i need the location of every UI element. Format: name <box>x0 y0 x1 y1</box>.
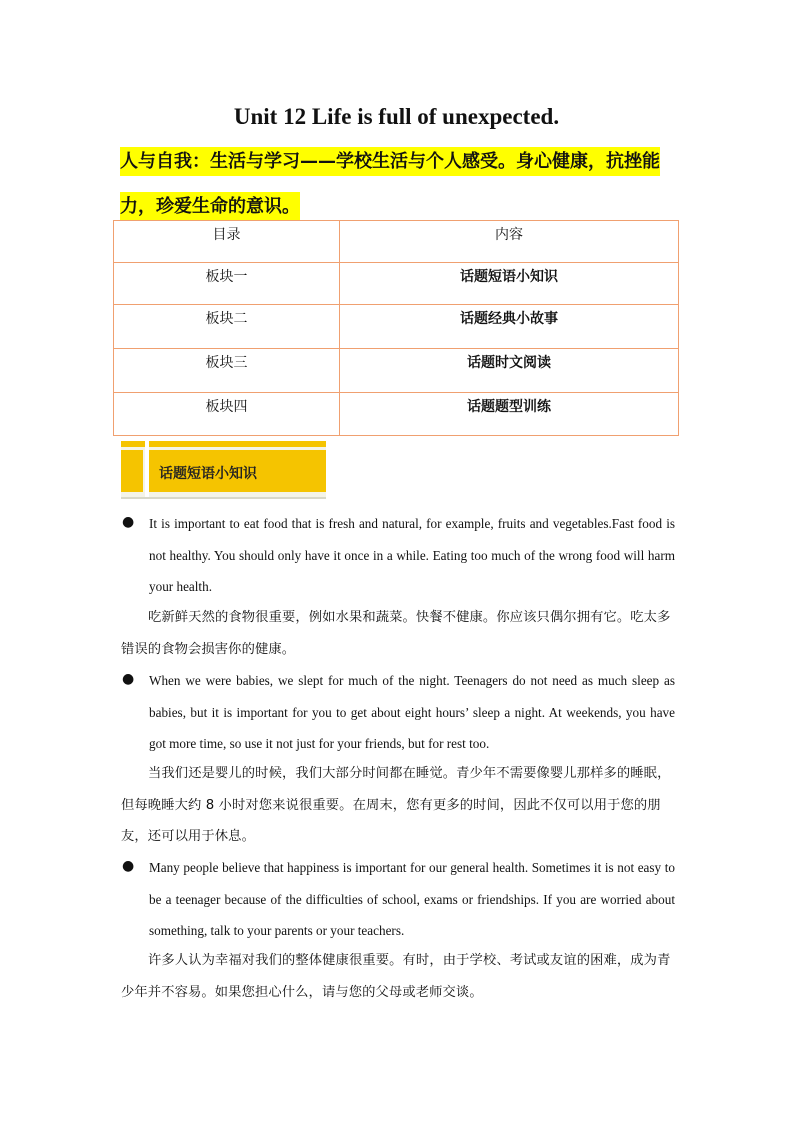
section-number: 板块一 <box>114 263 340 305</box>
bullet-icon: ● <box>122 671 135 687</box>
table-row <box>114 263 679 305</box>
contents-table <box>113 220 679 436</box>
header-content: 内容 <box>340 221 679 263</box>
section-banner <box>121 441 326 499</box>
chinese-translation: 吃新鲜天然的食物很重要，例如水果和蔬菜。快餐不健康。你应该只偶尔拥有它。吃太多错误的食物会损害你的健康。 <box>121 610 671 657</box>
section-number: 板块二 <box>114 305 340 349</box>
chinese-translation: 许多人认为幸福对我们的整体健康很重要。有时，由于学校、考试或友谊的困难，成为青少年并不容易。如果您担心什么，请与您的父母或老师交谈。 <box>121 953 671 1000</box>
section-number: 板块四 <box>114 393 340 436</box>
english-paragraph: It is important to eat food that is fresh and natural, for example, fruits and vegetables.Fast food is not healthy. You should only have it once in a while. Eating too much of the wrong food will harm your health. <box>149 516 675 594</box>
section-topic: 话题经典小故事 <box>340 305 679 349</box>
theme-subtitle-text: 人与自我：生活与学习——学校生活与个人感受。身心健康，抗挫能力，珍爱生命的意识。 <box>120 147 660 221</box>
chinese-translation: 当我们还是婴儿的时候，我们大部分时间都在睡觉。青少年不需要像婴儿那样多的睡眠，但每晚睡大约 8 小时对您来说很重要。在周末，您有更多的时间，因此不仅可以用于您的朋友，还可以用于休息。 <box>121 766 671 844</box>
english-paragraph: Many people believe that happiness is important for our general health. Sometimes it is not easy to be a teenager because of the difficulties of school, exams or friendships. If you are worried about something, talk to your parents or your teachers. <box>149 860 675 938</box>
banner-top-bar <box>121 441 326 447</box>
header-directory: 目录 <box>114 221 340 263</box>
section-topic: 话题短语小知识 <box>340 263 679 305</box>
table-header-row <box>114 221 679 263</box>
section-topic: 话题时文阅读 <box>340 349 679 393</box>
bullet-icon: ● <box>122 858 135 874</box>
section-banner-label: 话题短语小知识 <box>159 466 257 482</box>
english-paragraph: When we were babies, we slept for much of the night. Teenagers do not need as much sleep as babies, but it is important for you to get about eight hours’ sleep a night. At weekends, you have got more time, so use it not just for your friends, but for rest too. <box>149 673 675 751</box>
table-row <box>114 393 679 436</box>
section-topic: 话题题型训练 <box>340 393 679 436</box>
table-row <box>114 305 679 349</box>
table-row <box>114 349 679 393</box>
document-title: Unit 12 Life is full of unexpected. <box>233 104 560 129</box>
theme-subtitle <box>120 139 678 229</box>
section-number: 板块三 <box>114 349 340 393</box>
bullet-icon: ● <box>122 514 135 530</box>
banner-left-block <box>121 450 143 492</box>
